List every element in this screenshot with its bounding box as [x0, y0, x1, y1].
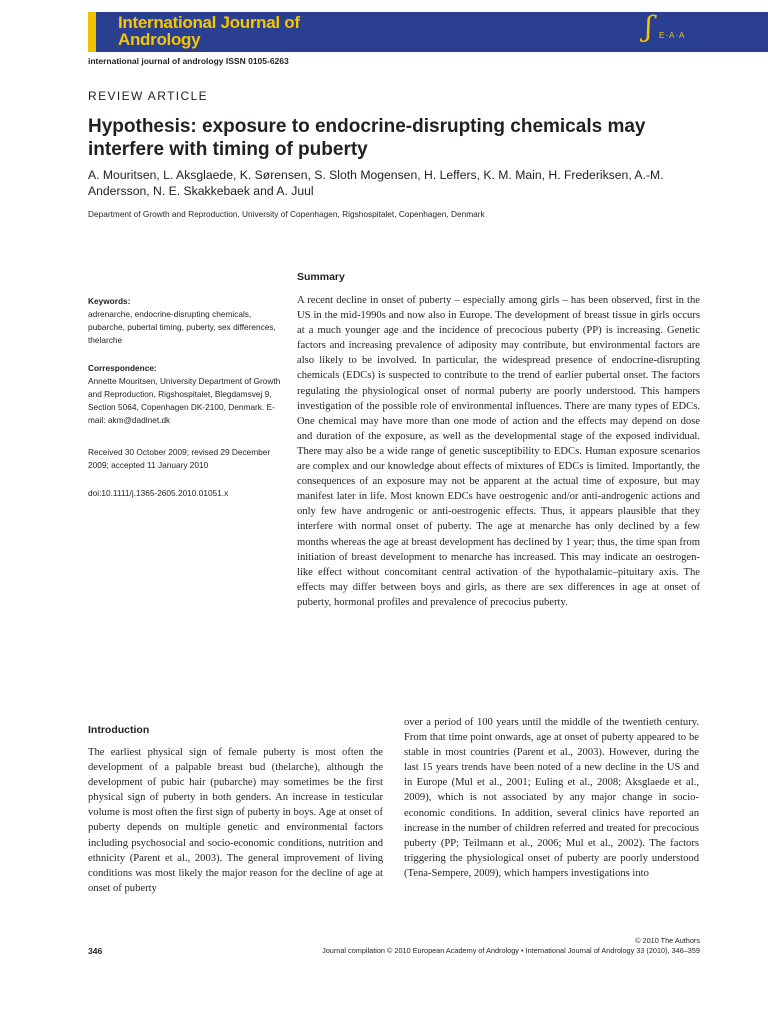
introduction-heading: Introduction	[88, 724, 150, 736]
keywords-text: adrenarche, endocrine-disrupting chemicals, pubarche, pubertal timing, puberty, sex differences, thelarche	[88, 309, 276, 345]
journal-compilation-line: Journal compilation © 2010 European Academy of Andrology • International Journal of Andrology 33 (2010), 346–359	[322, 946, 700, 955]
affiliation: Department of Growth and Reproduction, University of Copenhagen, Rigshospitalet, Copenhagen, Denmark	[88, 209, 485, 219]
journal-title-line2: Andrology	[118, 30, 201, 49]
keywords-label: Keywords:	[88, 296, 131, 306]
doi: doi:10.1111/j.1365-2605.2010.01051.x	[88, 488, 229, 498]
article-type: REVIEW ARTICLE	[88, 89, 209, 103]
author-list: A. Mouritsen, L. Aksglaede, K. Sørensen, S. Sloth Mogensen, H. Leffers, K. M. Main, H. Frederiksen, A.-M. Andersson, N. E. Skakkebaek and A. Juul	[88, 168, 664, 198]
copyright-line: © 2010 The Authors	[635, 936, 700, 945]
eaa-logo-icon: ʃ	[645, 10, 653, 43]
journal-title-line1: International Journal of	[118, 13, 300, 32]
summary-text: A recent decline in onset of puberty – especially among girls – has been observed, first in the US in the mid-1990s and now also in Europe. The development of breast tissue in girls occurs at a much younger age and the incidence of precocious puberty (PP) is increasing. Genetic factors and increasing prevalence of adiposity may contribute, but environmental factors are also likely to be involved. In particular, the widespread presence of endocrine-disrupting chemicals (EDCs) is suspected to contribute to the trend of earlier pubertal onset. The factors regulating the physiological onset of normal puberty are poorly understood. This hampers investigation of the possible role of environmental influences. There are many types of EDCs. One chemical may have more than one mode of action and the effects may depend on dose and duration of the exposure, as well as the developmental stage of the exposed individual. There may also be a wide range of genetic susceptibility to EDCs. Human exposure scenarios are complex and our knowledge about effects of mixtures of EDCs is limited. Importantly, the consequences of an exposure may not be apparent at the actual time of exposure, but may manifest later in life. Most known EDCs have oestrogenic and/or anti-androgenic actions and only few have androgenic or anti-oestrogenic effects. Thus, it appears plausible that they interfere with normal onset of puberty. The age at menarche has only declined by a few months whereas the age at breast development has declined by 1 year; thus, the time span from initiation of breast development to menarche has increased. This may indicate an oestrogen-like effect without concomitant central activation of the hypothalamic–pituitary axis. The effects may differ between boys and girls, as there are sex differences in age at onset of puberty, hormonal profiles and prevalence of precocius puberty.	[297, 295, 700, 608]
journal-title	[118, 14, 300, 48]
banner-stripe	[88, 12, 96, 52]
received-dates: Received 30 October 2009; revised 29 December 2009; accepted 11 January 2010	[88, 447, 271, 470]
issn-line: international journal of andrology ISSN 0105-6263	[88, 56, 289, 66]
summary-heading: Summary	[297, 271, 345, 283]
correspondence-block	[88, 362, 284, 427]
page-number: 346	[88, 946, 103, 956]
introduction-left-column: The earliest physical sign of female puberty is most often the development of a palpable breast bud (thelarche), although the development of pubic hair (pubarche) may sometimes be the first physical sign of puberty in both genders. An increase in testicular volume is most often the first sign of puberty in boys. Age at onset of puberty depends on multiple genetic and environmental factors including psychosocial and socio-economic conditions, nutrition and ethnicity (Parent et al., 2003). The general improvement of living conditions was most likely the major reason for the decline of age at onset of puberty	[88, 747, 383, 894]
keywords-block	[88, 295, 284, 347]
eaa-logo	[645, 10, 695, 46]
eaa-logo-text: E·A·A	[659, 31, 686, 40]
article-title: Hypothesis: exposure to endocrine-disrupting chemicals may interfere with timing of puberty	[88, 116, 646, 160]
correspondence-label: Correspondence:	[88, 363, 157, 373]
correspondence-text: Annette Mouritsen, University Department of Growth and Reproduction, Rigshospitalet, Blegdamsvej 9, Section 5064, Copenhagen DK-2100, Denmark. E-mail: akm@dadlnet.dk	[88, 376, 281, 425]
introduction-right-column: over a period of 100 years until the middle of the twentieth century. From that time point onwards, age at onset of puberty appeared to be stable in most countries (Parent et al., 2003). However, during the last 15 years trends have been noted of a new decline in the US and in Europe (Mul et al., 2001; Euling et al., 2008; Aksglaede et al., 2009), which is not associated by any major change in socio-economic conditions. In addition, several clinics have reported an increase in the number of children referred and treated for precocious puberty (PP; Teilmann et al., 2006; Mul et al., 2002). The factors triggering the physiological onset of puberty are poorly understood (Tena-Sempere, 2009), which hampers investigations into	[404, 717, 699, 879]
